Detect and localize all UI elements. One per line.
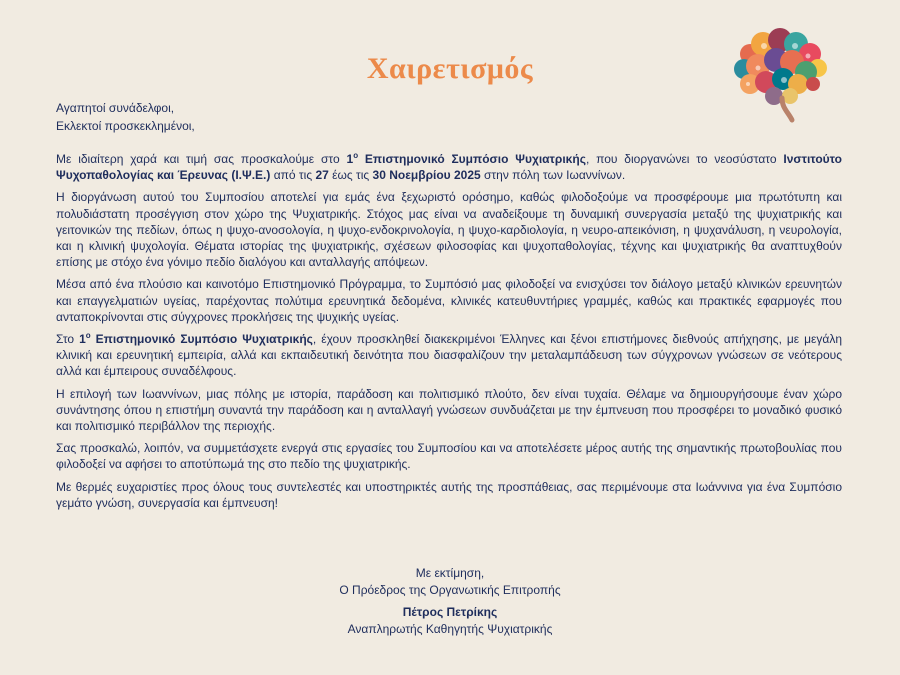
start-date: 27 xyxy=(315,168,329,183)
institute-name: Ινστιτούτο Ψυχοπαθολογίας και Έρευνας (Ι.Ψ.Ε.) xyxy=(56,152,842,183)
paragraph-location: Η επιλογή των Ιωαννίνων, μιας πόλης με ιστορία, παράδοση και πολιτισμικό πλούτο, δεν είναι τυχαία. Θέλαμε να δημιουργήσουμε έναν χώρο συνάντησης όπου η επιστήμη συναντά την παράδοση και η ανταλλαγή γνώσεων συνδυάζεται με την έμπνευση που προσφέρει το μοναδικό φυσικό και πολιτισμικό περιβάλλον της περιοχής. xyxy=(56,386,842,434)
text-span: Με ιδιαίτερη χαρά και τιμή σας προσκαλούμε στο xyxy=(56,152,347,166)
salutation xyxy=(56,99,195,135)
text-span: Στο xyxy=(56,332,80,347)
symposium-title: Επιστημονικό Συμπόσιο Ψυχιατρικής xyxy=(90,332,313,347)
paragraph-organization: Η διοργάνωση αυτού του Συμποσίου αποτελεί για εμάς ένα ξεχωριστό ορόσημο, καθώς φιλοδοξούμε να προσφέρουμε μια πρωτότυπη και πολυδιάστατη προσέγγιση στον χώρο της Ψυχιατρικής. Στόχος μας είναι να αναδείξουμε τη δυναμική συνεργασία μεταξύ της ψυχιατρικής και γειτονικών της πεδίων, όπως η ψυχο-ανοσολογία, η ψυχο-ενδοκρινολογία, η ψυχο-καρδιολογία, η νευρο-απεικόνιση, η ψυχανάλυση, η νευρολογία, και η κλινική ψυχολογία. Θέματα ιστορίας της ψυχιατρικής, σχέσεων φιλοσοφίας και ψυχοπαθολογίας, τέχνης και ψυχιατρικής θα αναπτυχθούν επίσης με στόχο ένα γόνιμο πεδίο διαλόγου και ανταλλαγής απόψεων. xyxy=(56,190,842,270)
text-span: , που διοργανώνει το νεοσύστατο xyxy=(585,152,784,166)
signer-name: Πέτρος Πετρίκης xyxy=(402,605,498,619)
letter-body xyxy=(56,151,842,517)
symposium-name xyxy=(79,332,313,346)
ordinal-suffix: ο xyxy=(85,331,91,341)
text-span: από τις xyxy=(270,168,316,183)
paragraph-intro xyxy=(56,151,842,183)
salutation-line: Αγαπητοί συνάδελφοι, xyxy=(56,101,175,115)
signature-block xyxy=(250,565,650,637)
ordinal-number: 1 xyxy=(79,332,86,347)
signer-title: Αναπληρωτής Καθηγητής Ψυχιατρικής xyxy=(347,621,553,636)
text-span: στην πόλη των Ιωαννίνων. xyxy=(480,168,626,183)
ordinal-number: 1 xyxy=(346,152,354,166)
page-title: Χαιρετισμός xyxy=(366,52,534,85)
colorful-brain-icon xyxy=(728,24,832,124)
paragraph-speakers xyxy=(56,331,842,380)
paragraph-thanks: Με θερμές ευχαριστίες προς όλους τους συντελεστές και υποστηρικτές αυτής της προσπάθειας, σας περιμένουμε στα Ιωάννινα για ένα Συμπόσιο γεμάτο γνώση, συνεργασία και έμπνευση! xyxy=(56,479,842,510)
signer-role: Ο Πρόεδρος της Οργανωτικής Επιτροπής xyxy=(339,582,561,597)
symposium-title: Επιστημονικό Συμπόσιο Ψυχιατρικής xyxy=(358,152,586,166)
salutation-line: Εκλεκτοί προσκεκλημένοι, xyxy=(56,119,195,133)
closing-line: Με εκτίμηση, xyxy=(415,566,485,580)
paragraph-invitation: Σας προσκαλώ, λοιπόν, να συμμετάσχετε ενεργά στις εργασίες του Συμποσίου και να αποτελέσετε μέρος αυτής της σημαντικής πρωτοβουλίας που φιλοδοξεί να αφήσει το αποτύπωμά της στο πεδίο της ψυχιατρικής. xyxy=(56,441,842,472)
text-span: έως τις xyxy=(328,168,373,183)
paragraph-program: Μέσα από ένα πλούσιο και καινοτόμο Επιστημονικό Πρόγραμμα, το Συμπόσιό μας φιλοδοξεί να ενισχύσει τον διάλογο μεταξύ κλινικών ερευνητών και επαγγελματιών υγείας, παρέχοντας πολύτιμα ερευνητικά δεδομένα, κλινικές κατευθυντήριες γραμμές, καθώς και πρακτικές εφαρμογές που ανταποκρίνονται στις σύγχρονες προκλήσεις της ψυχικής υγείας. xyxy=(56,277,842,324)
ordinal-suffix: ο xyxy=(353,151,359,160)
end-date: 30 Νοεμβρίου 2025 xyxy=(372,168,481,183)
symposium-name xyxy=(347,152,586,166)
text-span: , έχουν προσκληθεί διακεκριμένοι Έλληνες και ξένοι επιστήμονες διεθνούς απήχησης, με μεγάλη κλινική και ερευνητική εμπειρία, αλλά και εκπαιδευτική δεινότητα που διασφαλίζουν την μεταλαμπάδευση των σύγχρονων γνώσεων σε νεότερους αλλά και έμπειρους συναδέλφους. xyxy=(56,332,842,379)
